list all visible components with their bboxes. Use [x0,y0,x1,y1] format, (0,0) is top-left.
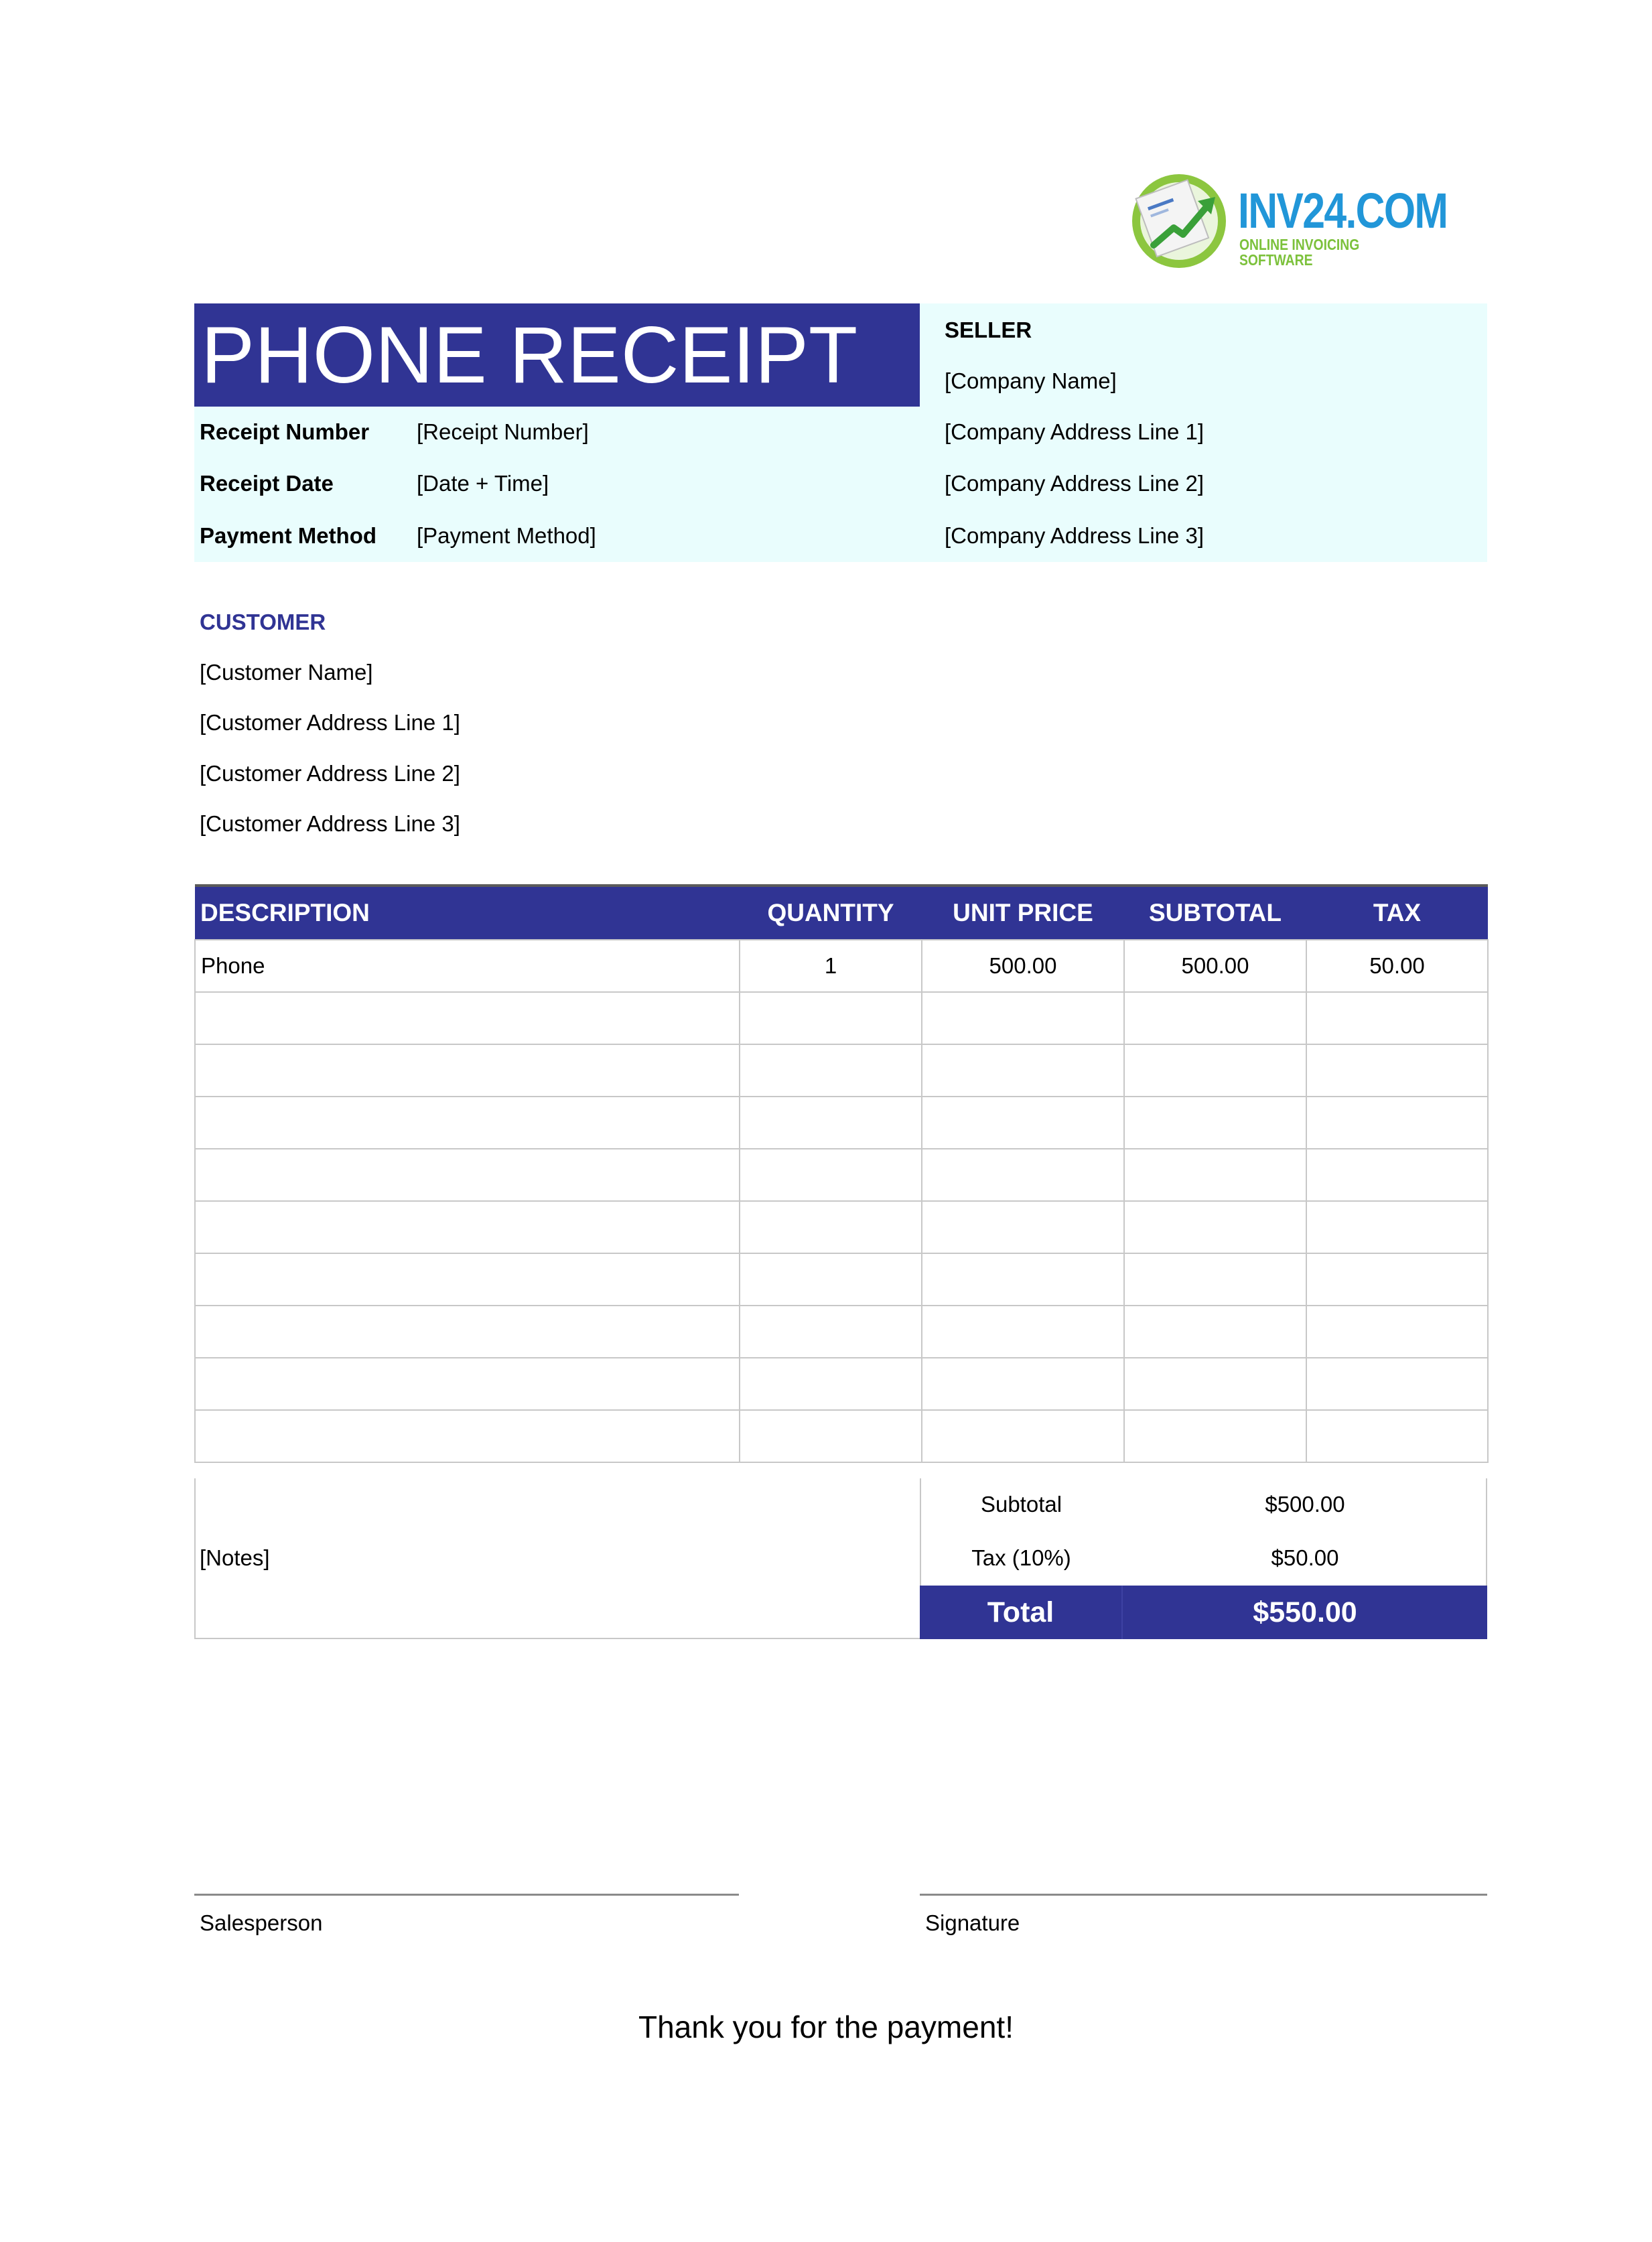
company-logo [1131,173,1452,273]
column-header-description: DESCRIPTION [195,886,740,940]
logo-tagline: ONLINE INVOICING SOFTWARE [1239,236,1360,269]
logo-name: INV24.COM [1238,183,1448,238]
table-row [195,1358,1488,1410]
item-tax-cell [1306,1358,1488,1410]
customer-address-line-3: [Customer Address Line 3] [200,811,460,836]
subtotal-label: Subtotal [980,1492,1062,1517]
seller-address-line-1: [Company Address Line 1] [945,419,1204,444]
total-value: $550.00 [1253,1596,1357,1628]
item-quantity-cell [740,1044,922,1097]
item-quantity-cell [740,1097,922,1149]
item-unit-price-cell [922,1358,1124,1410]
salesperson-label: Salesperson [200,1910,323,1935]
item-subtotal-cell [1124,1149,1306,1201]
invoice-growth-logo-icon [1131,173,1228,270]
subtotal-value: $500.00 [1265,1492,1345,1517]
item-subtotal-cell [1124,1306,1306,1358]
column-header-quantity: QUANTITY [740,886,922,940]
item-unit-price-cell [922,1201,1124,1253]
seller-address-line-3: [Company Address Line 3] [945,523,1204,548]
item-subtotal-cell: 500.00 [1124,940,1306,992]
item-unit-price-cell [922,1410,1124,1462]
item-quantity-cell [740,1358,922,1410]
item-description-cell [195,1306,740,1358]
item-unit-price-cell [922,1306,1124,1358]
item-description-cell: Phone [195,940,740,992]
item-quantity-cell [740,1410,922,1462]
item-subtotal-cell [1124,1358,1306,1410]
item-description-cell [195,992,740,1044]
payment-method-label: Payment Method [200,523,377,548]
item-unit-price-cell [922,992,1124,1044]
table-row [195,1201,1488,1253]
table-row [195,1097,1488,1149]
item-tax-cell [1306,1149,1488,1201]
item-quantity-cell [740,1201,922,1253]
receipt-date-label: Receipt Date [200,471,334,496]
table-row [195,1044,1488,1097]
total-label: Total [920,1586,1123,1639]
item-unit-price-cell: 500.00 [922,940,1124,992]
item-subtotal-cell [1124,992,1306,1044]
thank-you-message: Thank you for the payment! [638,2010,1014,2044]
signature-label: Signature [925,1910,1020,1935]
item-subtotal-cell [1124,1201,1306,1253]
notes-text: [Notes] [200,1545,270,1570]
column-header-subtotal: SUBTOTAL [1124,886,1306,940]
item-quantity-cell [740,1253,922,1306]
customer-name: [Customer Name] [200,660,373,685]
table-row [195,1306,1488,1358]
items-table [194,884,1489,1463]
salesperson-line [194,1894,739,1896]
tax-value: $50.00 [1271,1545,1339,1570]
customer-address-line-2: [Customer Address Line 2] [200,761,460,786]
item-description-cell [195,1201,740,1253]
customer-address-line-1: [Customer Address Line 1] [200,710,460,735]
item-tax-cell [1306,1044,1488,1097]
table-header-row [195,886,1488,940]
table-row [195,1410,1488,1462]
item-description-cell [195,1044,740,1097]
item-description-cell [195,1253,740,1306]
item-subtotal-cell [1124,1410,1306,1462]
item-description-cell [195,1097,740,1149]
column-header-unit-price: UNIT PRICE [922,886,1124,940]
item-subtotal-cell [1124,1253,1306,1306]
item-quantity-cell: 1 [740,940,922,992]
column-header-tax: TAX [1306,886,1488,940]
receipt-title: PHONE RECEIPT [194,303,920,407]
item-tax-cell [1306,1201,1488,1253]
table-row [195,1253,1488,1306]
table-row [195,992,1488,1044]
receipt-number-label: Receipt Number [200,419,370,444]
item-unit-price-cell [922,1097,1124,1149]
item-tax-cell: 50.00 [1306,940,1488,992]
item-description-cell [195,1149,740,1201]
notes-box [194,1478,921,1639]
item-quantity-cell [740,992,922,1044]
item-description-cell [195,1410,740,1462]
table-row [195,940,1488,992]
item-tax-cell [1306,1097,1488,1149]
customer-label: CUSTOMER [200,610,326,634]
item-tax-cell [1306,1410,1488,1462]
item-unit-price-cell [922,1044,1124,1097]
item-tax-cell [1306,1306,1488,1358]
receipt-number-value: [Receipt Number] [417,419,589,444]
payment-method-value: [Payment Method] [417,523,596,548]
item-description-cell [195,1358,740,1410]
item-quantity-cell [740,1306,922,1358]
seller-label: SELLER [945,318,1032,342]
item-subtotal-cell [1124,1044,1306,1097]
item-quantity-cell [740,1149,922,1201]
item-tax-cell [1306,1253,1488,1306]
item-subtotal-cell [1124,1097,1306,1149]
receipt-date-value: [Date + Time] [417,471,549,496]
seller-company-name: [Company Name] [945,368,1117,393]
table-row [195,1149,1488,1201]
tax-label: Tax (10%) [971,1545,1071,1570]
item-unit-price-cell [922,1149,1124,1201]
signature-line [920,1894,1487,1896]
seller-address-line-2: [Company Address Line 2] [945,471,1204,496]
item-tax-cell [1306,992,1488,1044]
item-unit-price-cell [922,1253,1124,1306]
